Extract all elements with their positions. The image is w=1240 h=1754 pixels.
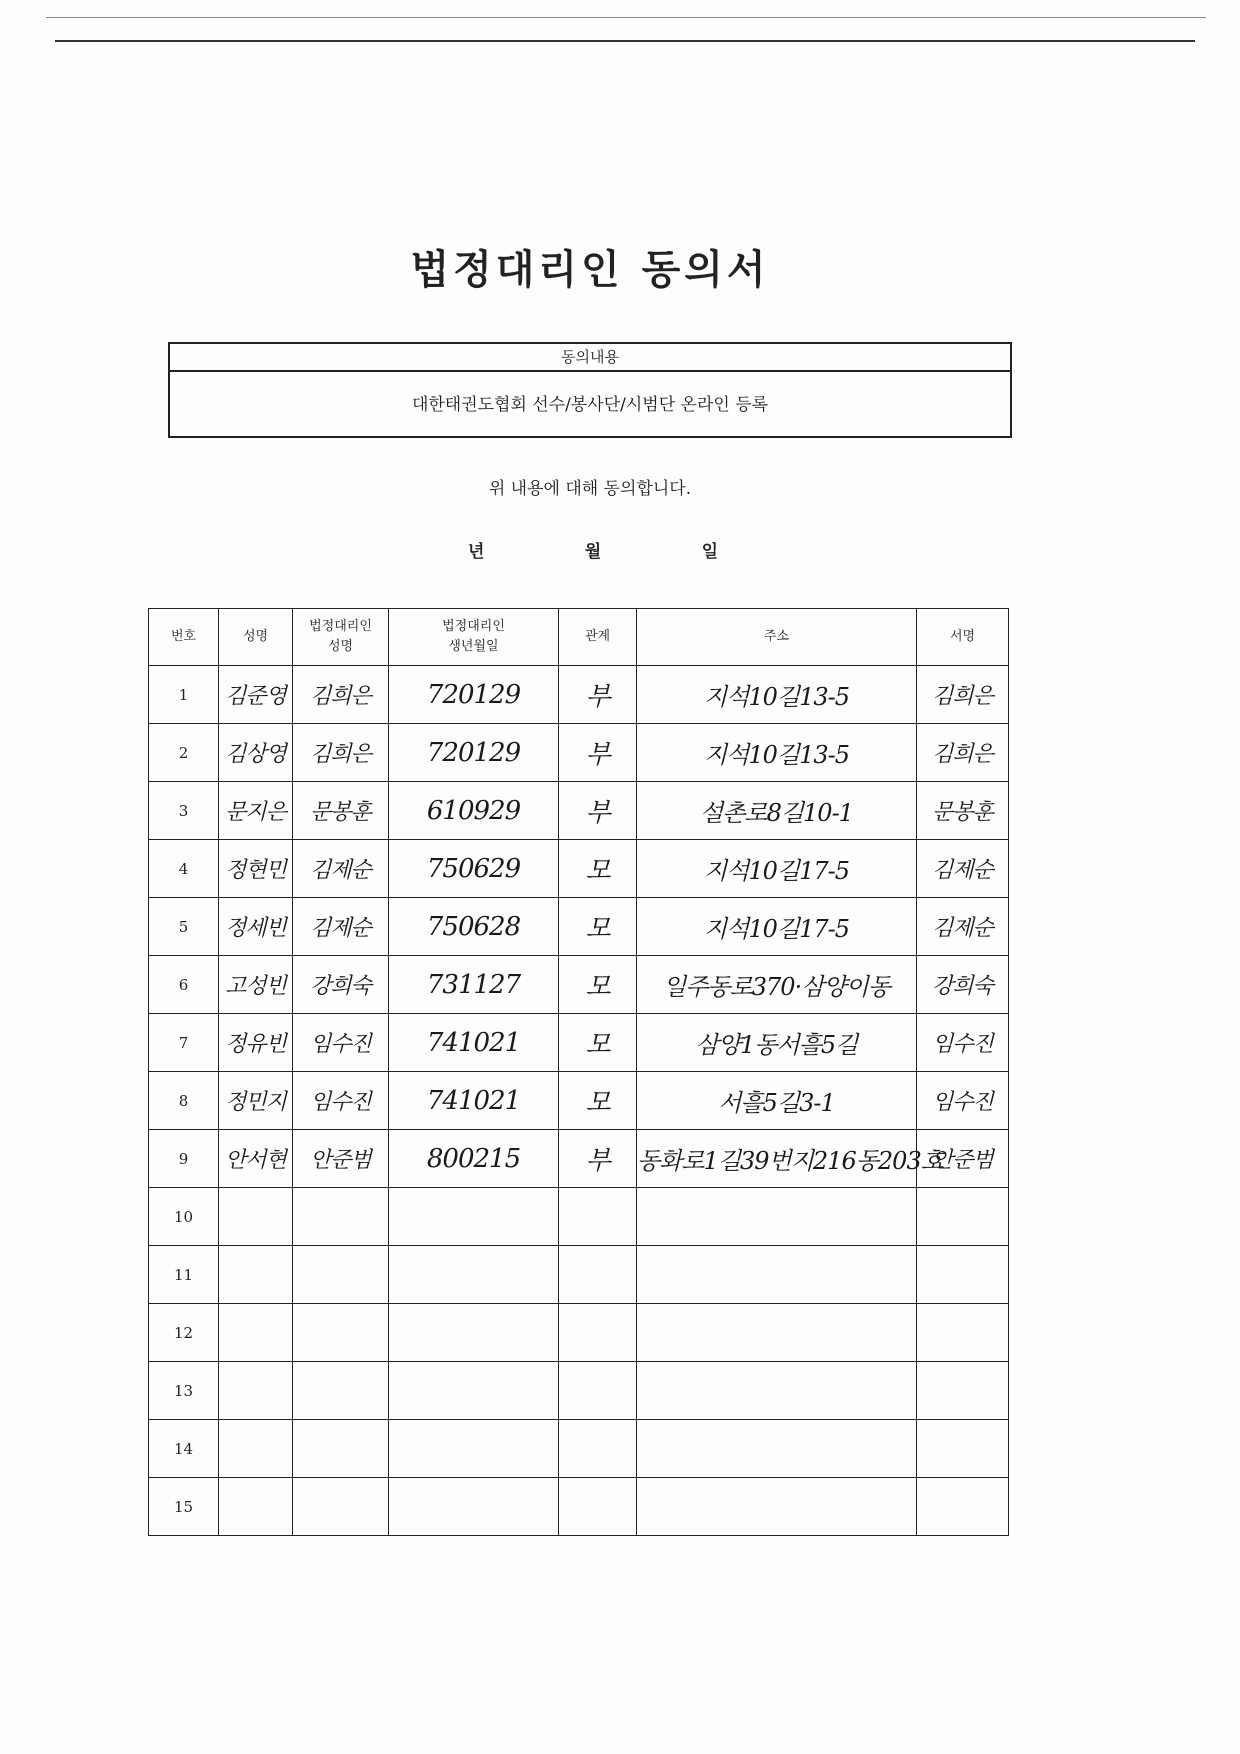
relation-cell: 부 — [559, 666, 637, 724]
student-name-cell: 정세빈 — [219, 898, 293, 956]
relation-cell: 모 — [559, 956, 637, 1014]
signature-cell: 강희숙 — [917, 956, 1009, 1014]
document-title: 법정대리인 동의서 — [410, 247, 770, 293]
guardian-birthdate-cell — [389, 1420, 559, 1478]
signature-cell: 임수진 — [917, 1072, 1009, 1130]
address-cell — [637, 1304, 917, 1362]
table-row — [149, 840, 1009, 898]
signature-cell — [917, 1304, 1009, 1362]
address-cell: 지석10길13-5 — [637, 724, 917, 782]
address-cell: 지석10길17-5 — [637, 898, 917, 956]
student-name-cell — [219, 1478, 293, 1536]
guardian-name-cell — [293, 1246, 389, 1304]
guardian-name-cell: 강희숙 — [293, 956, 389, 1014]
date-day-label: 일 — [701, 542, 718, 562]
student-name-cell — [219, 1304, 293, 1362]
table-row — [149, 898, 1009, 956]
relation-cell: 모 — [559, 1014, 637, 1072]
row-number-cell: 13 — [149, 1362, 219, 1420]
student-name-cell — [219, 1188, 293, 1246]
student-name-cell: 정현민 — [219, 840, 293, 898]
relation-cell — [559, 1188, 637, 1246]
guardian-birthdate-cell — [389, 1478, 559, 1536]
guardian-name-cell: 김희은 — [293, 666, 389, 724]
guardian-name-cell: 안준범 — [293, 1130, 389, 1188]
student-name-cell — [219, 1246, 293, 1304]
header-relation: 관계 — [559, 609, 637, 666]
guardian-birthdate-cell — [389, 1188, 559, 1246]
table-row — [149, 1130, 1009, 1188]
guardian-birthdate-cell: 741021 — [389, 1014, 559, 1072]
relation-cell — [559, 1246, 637, 1304]
address-cell — [637, 1420, 917, 1478]
header-signature: 서명 — [917, 609, 1009, 666]
student-name-cell: 정민지 — [219, 1072, 293, 1130]
scan-edge-line — [46, 17, 1206, 18]
consent-box — [168, 342, 1012, 438]
guardian-name-cell — [293, 1188, 389, 1246]
guardian-name-cell: 김제순 — [293, 840, 389, 898]
student-name-cell: 김상영 — [219, 724, 293, 782]
guardian-name-cell: 문봉훈 — [293, 782, 389, 840]
table-row — [149, 1362, 1009, 1420]
relation-cell: 부 — [559, 782, 637, 840]
address-cell: 지석10길13-5 — [637, 666, 917, 724]
student-name-cell: 문지은 — [219, 782, 293, 840]
header-guardian-name: 법정대리인 성명 — [293, 609, 389, 666]
table-row — [149, 1014, 1009, 1072]
signature-cell: 김희은 — [917, 724, 1009, 782]
relation-cell — [559, 1304, 637, 1362]
address-cell: 일주동로370·삼양이동 — [637, 956, 917, 1014]
signature-cell: 임수진 — [917, 1014, 1009, 1072]
guardian-name-cell: 임수진 — [293, 1014, 389, 1072]
guardian-table — [148, 608, 1009, 1536]
signature-cell: 안준범 — [917, 1130, 1009, 1188]
table-row — [149, 956, 1009, 1014]
agreement-statement: 위 내용에 대해 동의합니다. — [488, 479, 692, 499]
row-number-cell: 7 — [149, 1014, 219, 1072]
row-number-cell: 9 — [149, 1130, 219, 1188]
guardian-birthdate-cell: 800215 — [389, 1130, 559, 1188]
address-cell — [637, 1188, 917, 1246]
row-number-cell: 12 — [149, 1304, 219, 1362]
consent-text: 대한태권도협회 선수/봉사단/시범단 온라인 등록 — [411, 395, 769, 415]
address-cell: 설촌로8길10-1 — [637, 782, 917, 840]
student-name-cell: 정유빈 — [219, 1014, 293, 1072]
student-name-cell: 김준영 — [219, 666, 293, 724]
student-name-cell — [219, 1420, 293, 1478]
relation-cell: 모 — [559, 898, 637, 956]
table-row — [149, 666, 1009, 724]
guardian-name-cell: 김제순 — [293, 898, 389, 956]
signature-cell — [917, 1420, 1009, 1478]
row-number-cell: 10 — [149, 1188, 219, 1246]
guardian-birthdate-cell — [389, 1304, 559, 1362]
row-number-cell: 15 — [149, 1478, 219, 1536]
address-cell: 서흘5길3-1 — [637, 1072, 917, 1130]
table-row — [149, 1478, 1009, 1536]
row-number-cell: 2 — [149, 724, 219, 782]
table-row — [149, 1188, 1009, 1246]
signature-cell — [917, 1478, 1009, 1536]
row-number-cell: 14 — [149, 1420, 219, 1478]
table-row — [149, 1072, 1009, 1130]
header-name: 성명 — [219, 609, 293, 666]
relation-cell — [559, 1362, 637, 1420]
student-name-cell: 안서현 — [219, 1130, 293, 1188]
guardian-name-cell: 김희은 — [293, 724, 389, 782]
student-name-cell — [219, 1362, 293, 1420]
consent-header: 동의내용 — [170, 344, 1010, 372]
guardian-birthdate-cell — [389, 1246, 559, 1304]
header-number: 번호 — [149, 609, 219, 666]
row-number-cell: 11 — [149, 1246, 219, 1304]
guardian-birthdate-cell: 731127 — [389, 956, 559, 1014]
relation-cell: 모 — [559, 1072, 637, 1130]
guardian-birthdate-cell: 750629 — [389, 840, 559, 898]
guardian-birthdate-cell: 720129 — [389, 666, 559, 724]
header-rule — [55, 40, 1195, 42]
header-address: 주소 — [637, 609, 917, 666]
row-number-cell: 3 — [149, 782, 219, 840]
relation-cell: 부 — [559, 1130, 637, 1188]
guardian-birthdate-cell: 720129 — [389, 724, 559, 782]
date-line — [468, 537, 718, 562]
address-cell: 지석10길17-5 — [637, 840, 917, 898]
signature-cell: 김제순 — [917, 898, 1009, 956]
relation-cell — [559, 1478, 637, 1536]
guardian-birthdate-cell: 610929 — [389, 782, 559, 840]
signature-cell: 김희은 — [917, 666, 1009, 724]
signature-cell — [917, 1362, 1009, 1420]
student-name-cell: 고성빈 — [219, 956, 293, 1014]
table-row — [149, 1246, 1009, 1304]
row-number-cell: 1 — [149, 666, 219, 724]
table-header-row — [149, 609, 1009, 666]
signature-cell: 김제순 — [917, 840, 1009, 898]
date-month-label: 월 — [584, 542, 602, 562]
address-cell — [637, 1362, 917, 1420]
guardian-birthdate-cell: 750628 — [389, 898, 559, 956]
guardian-name-cell: 임수진 — [293, 1072, 389, 1130]
relation-cell: 부 — [559, 724, 637, 782]
row-number-cell: 8 — [149, 1072, 219, 1130]
table-row — [149, 782, 1009, 840]
guardian-name-cell — [293, 1478, 389, 1536]
address-cell: 동화로1길39번지216동203호 — [637, 1130, 917, 1188]
signature-cell — [917, 1246, 1009, 1304]
relation-cell: 모 — [559, 840, 637, 898]
relation-cell — [559, 1420, 637, 1478]
guardian-name-cell — [293, 1362, 389, 1420]
address-cell: 삼양1동서흘5길 — [637, 1014, 917, 1072]
row-number-cell: 4 — [149, 840, 219, 898]
row-number-cell: 6 — [149, 956, 219, 1014]
address-cell — [637, 1246, 917, 1304]
signature-cell — [917, 1188, 1009, 1246]
table-row — [149, 1420, 1009, 1478]
signature-cell: 문봉훈 — [917, 782, 1009, 840]
date-year-label: 년 — [468, 542, 485, 562]
row-number-cell: 5 — [149, 898, 219, 956]
table-row — [149, 1304, 1009, 1362]
guardian-birthdate-cell: 741021 — [389, 1072, 559, 1130]
table-row — [149, 724, 1009, 782]
guardian-name-cell — [293, 1420, 389, 1478]
header-guardian-birth: 법정대리인 생년월일 — [389, 609, 559, 666]
guardian-name-cell — [293, 1304, 389, 1362]
address-cell — [637, 1478, 917, 1536]
guardian-birthdate-cell — [389, 1362, 559, 1420]
